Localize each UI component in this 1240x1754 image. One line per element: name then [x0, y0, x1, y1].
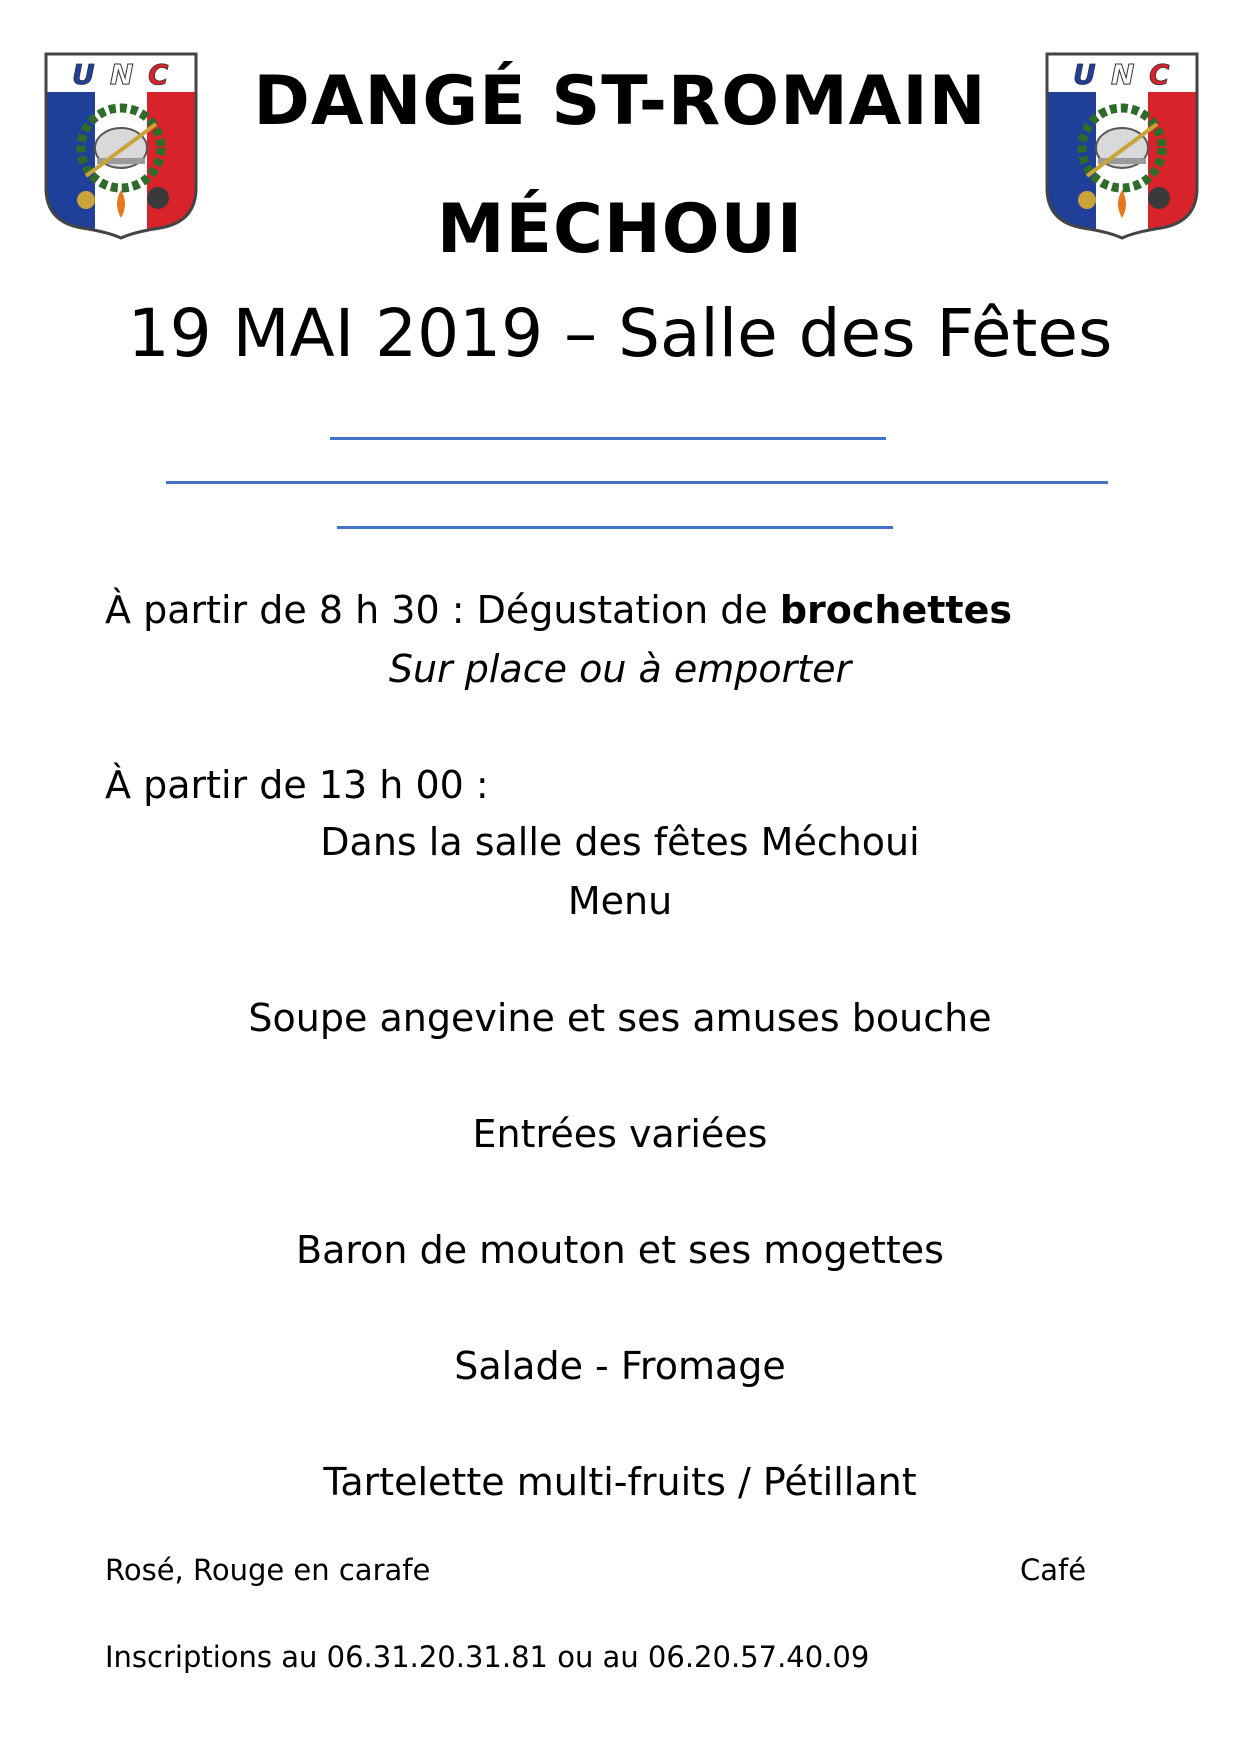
takeaway-note: Sur place ou à emporter	[388, 647, 852, 691]
coffee-note: Café	[1020, 1553, 1087, 1587]
drinks-note: Rosé, Rouge en carafe	[105, 1553, 431, 1587]
menu-title: Menu	[567, 879, 673, 923]
menu-item: Soupe angevine et ses amuses bouche	[248, 996, 992, 1040]
emblem-letter-u: U	[1073, 58, 1096, 91]
emblem-letter-c: C	[148, 58, 169, 91]
afternoon-heading: À partir de 13 h 00 :	[105, 763, 489, 807]
registration-phone-numbers: Inscriptions au 06.31.20.31.81 ou au 06.20.57.40.09	[105, 1640, 870, 1674]
morning-schedule-line	[105, 588, 1012, 632]
brochettes-highlight: brochettes	[779, 588, 1012, 632]
divider-line	[166, 481, 1108, 484]
divider-line	[337, 526, 893, 529]
menu-item: Tartelette multi-fruits / Pétillant	[323, 1460, 917, 1504]
emblem-letter-n: N	[1111, 58, 1135, 91]
menu-item: Entrées variées	[472, 1112, 768, 1156]
page-title-town: DANGÉ ST-ROMAIN	[253, 62, 987, 141]
event-date-location: 19 MAI 2019 – Salle des Fêtes	[127, 295, 1113, 372]
menu-item: Baron de mouton et ses mogettes	[296, 1228, 944, 1272]
emblem-letter-c: C	[1149, 58, 1170, 91]
morning-schedule-text: À partir de 8 h 30 : Dégustation de	[105, 588, 780, 632]
menu-item: Salade - Fromage	[454, 1344, 786, 1388]
meal-location: Dans la salle des fêtes Méchoui	[320, 820, 920, 864]
divider-line	[330, 437, 886, 440]
emblem-letter-u: U	[72, 58, 95, 91]
page-title-event: MÉCHOUI	[436, 190, 804, 269]
emblem-letter-n: N	[110, 58, 134, 91]
